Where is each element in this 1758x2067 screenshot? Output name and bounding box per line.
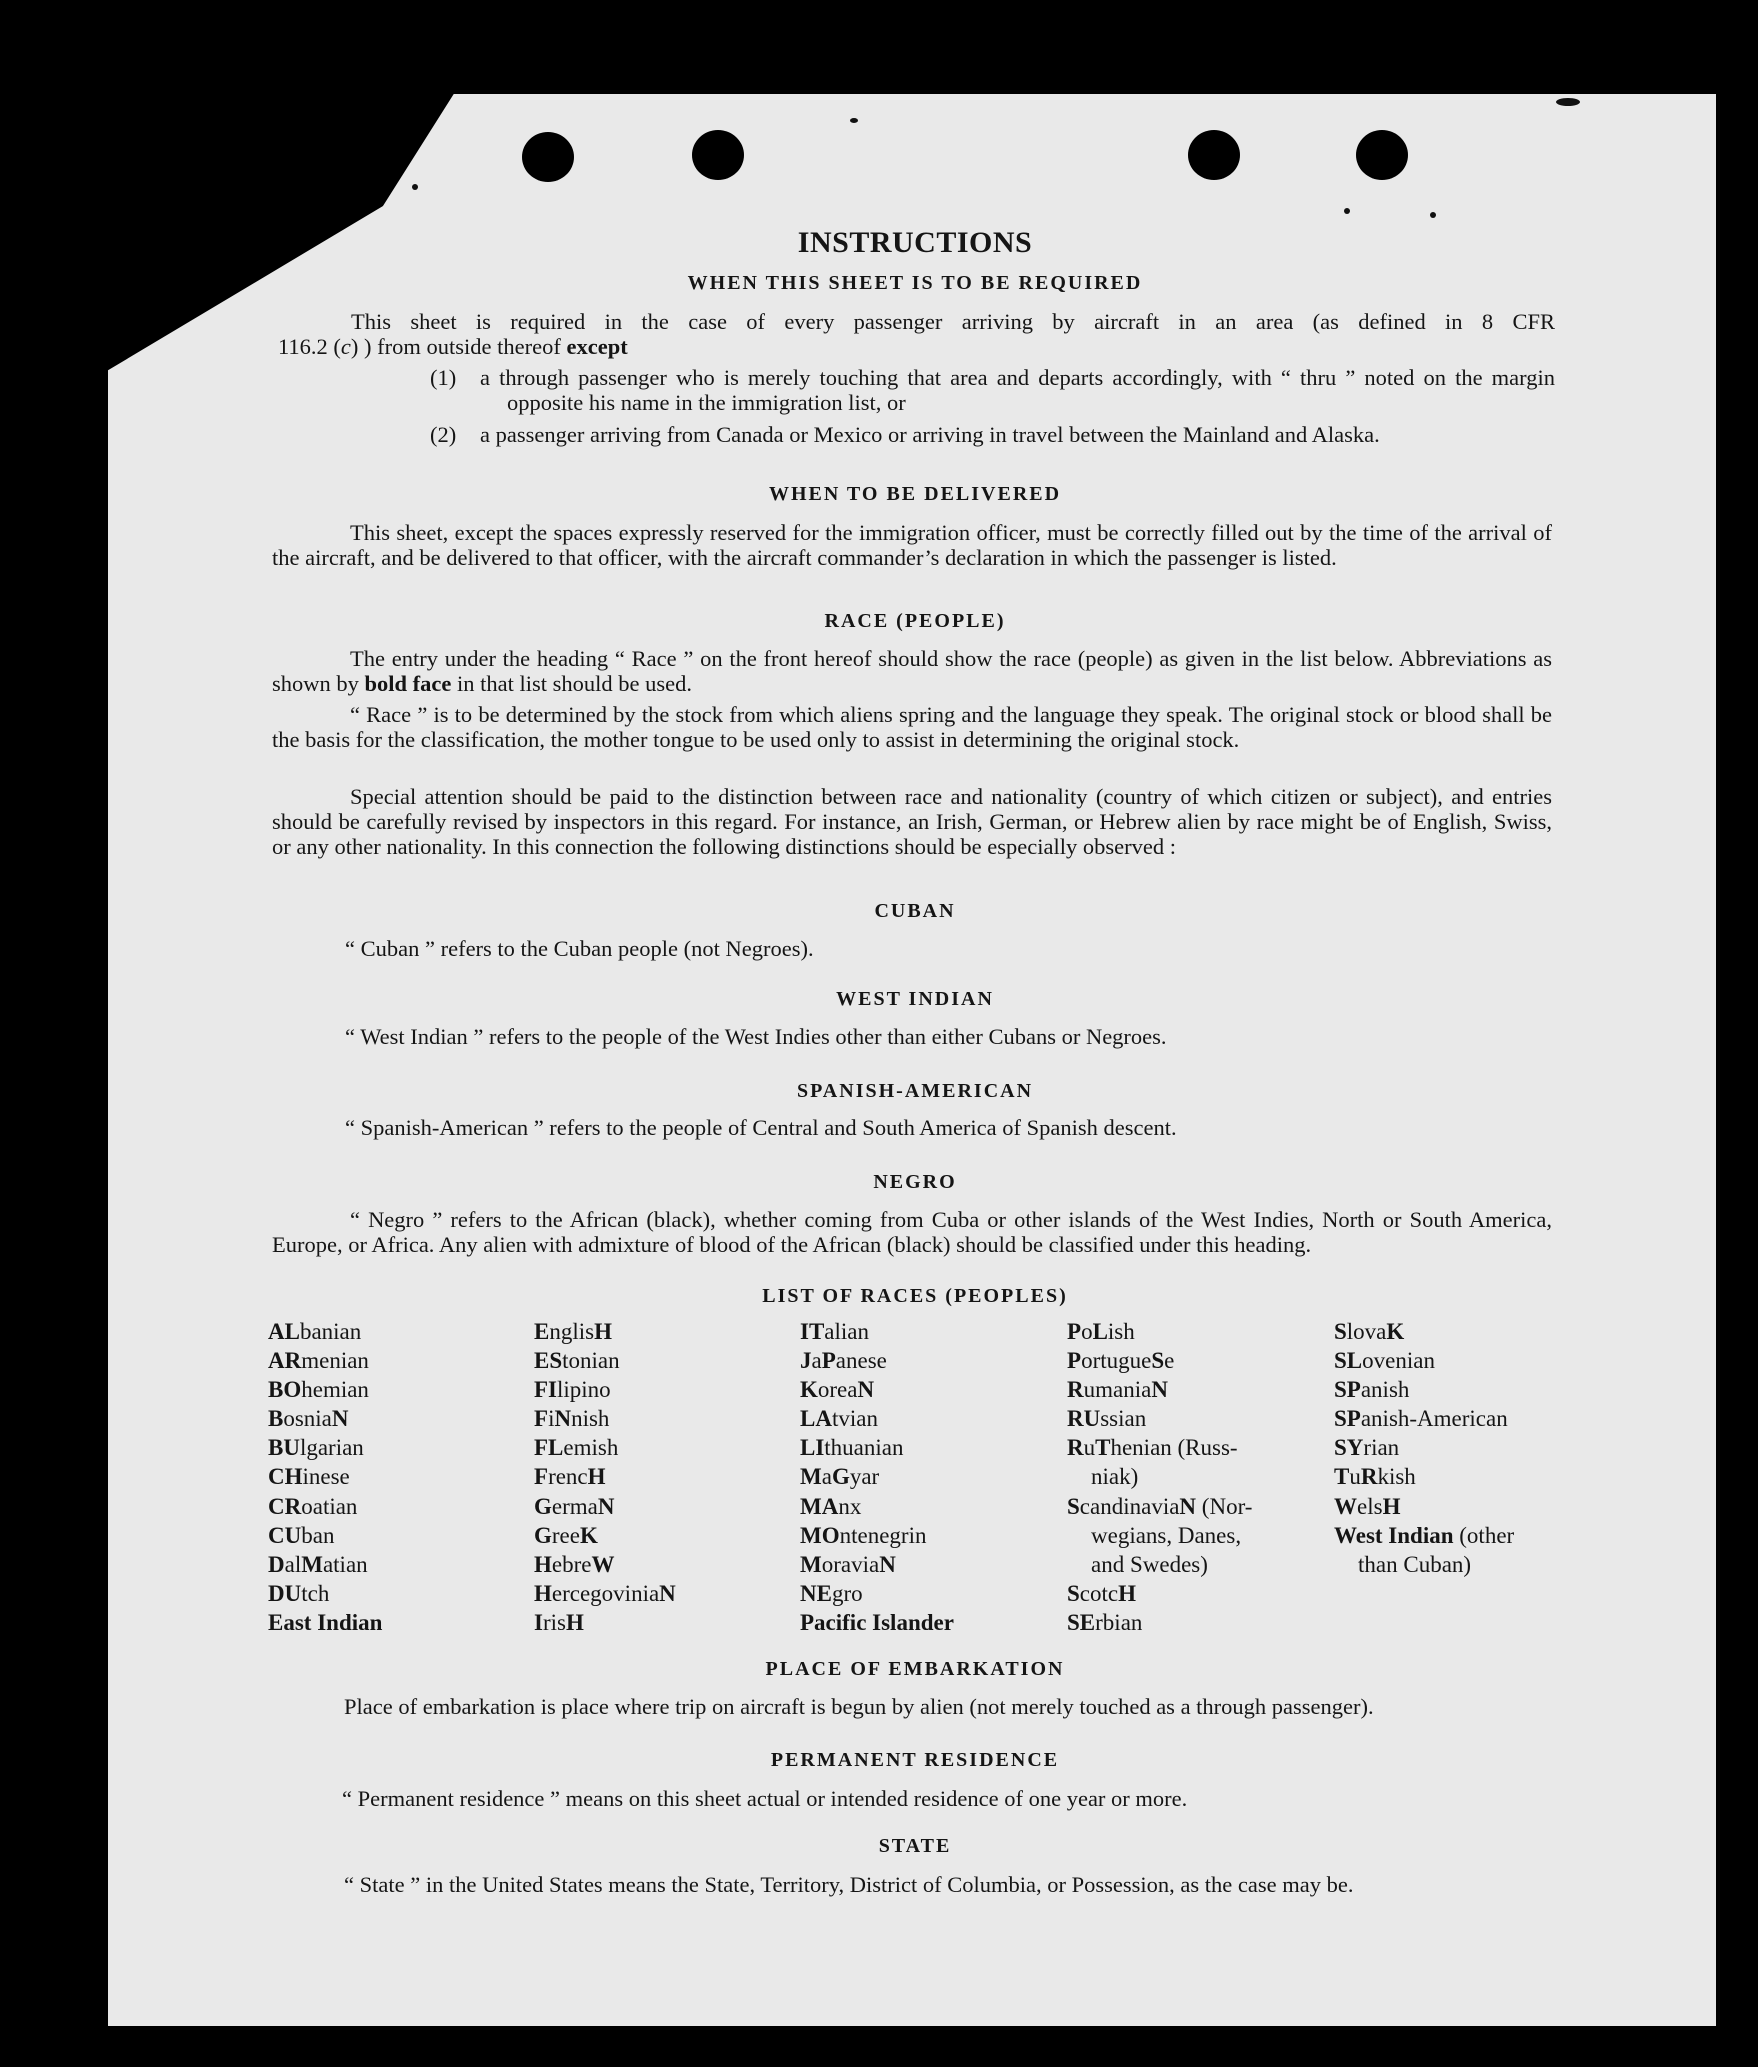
race-entry: BUlgarian: [268, 1435, 364, 1461]
race-entry: MAnx: [800, 1493, 862, 1519]
heading-when-delivered: WHEN TO BE DELIVERED: [768, 483, 1062, 505]
race-entry: EnglisH: [534, 1319, 612, 1344]
race-entry: CRoatian: [268, 1493, 358, 1519]
race-entry: RuThenian (Russ-: [1067, 1435, 1238, 1461]
race-entry: and Swedes): [1091, 1551, 1208, 1577]
cuban-definition: “ Cuban ” refers to the Cuban people (not Negroes).: [345, 936, 814, 961]
race-entry: CUban: [268, 1522, 335, 1548]
race-entry: GreeK: [534, 1522, 598, 1548]
race-entry: MaGyar: [800, 1464, 880, 1490]
race-entry: FLemish: [534, 1435, 619, 1461]
exception-item: (2) a passenger arriving from Canada or Mexico or arriving in travel between the Mainland and Alaska.: [430, 422, 1380, 447]
heading-negro: NEGRO: [873, 1171, 957, 1193]
race-entry: FiNnish: [534, 1406, 610, 1432]
heading-when-required: WHEN THIS SHEET IS TO BE REQUIRED: [687, 272, 1143, 294]
race-entry: IrisH: [534, 1609, 584, 1635]
race-entry: SErbian: [1067, 1609, 1143, 1635]
race-paragraph-3: Special attention should be paid to the distinction between race and nationality (country of which citizen or subject), and entries should be carefully revised by inspectors in this regard. For instance, an Irish, German, or Hebrew alien by race might be of English, Swiss, or any other nationality. In this connection the following distinctions should be especially observed :: [272, 784, 1552, 859]
intro-line-1: This sheet is required in the case of every passenger arriving by aircraft in an area (as defined in 8 CFR: [351, 309, 1555, 334]
race-entry: HercegoviniaN: [534, 1580, 676, 1606]
race-entry: SLovenian: [1334, 1348, 1435, 1374]
race-entry: WelsH: [1334, 1493, 1401, 1519]
race-entry: TuRkish: [1334, 1464, 1416, 1490]
race-entry: MOntenegrin: [800, 1522, 927, 1548]
permanent-residence-definition: “ Permanent residence ” means on this sheet actual or intended residence of one year or more.: [342, 1786, 1188, 1811]
west-indian-definition: “ West Indian ” refers to the people of the West Indies other than either Cubans or Negroes.: [345, 1024, 1167, 1049]
race-entry: GermaN: [534, 1493, 615, 1519]
race-entry: LIthuanian: [800, 1435, 904, 1461]
embarkation-definition: Place of embarkation is place where trip on aircraft is begun by alien (not merely touched as a through passenger).: [344, 1694, 1374, 1719]
race-entry: EStonian: [534, 1348, 620, 1374]
race-entry: LAtvian: [800, 1406, 878, 1432]
race-entry: FIlipino: [534, 1377, 611, 1403]
race-paragraph-2: “ Race ” is to be determined by the stock from which aliens spring and the language they speak. The original stock or blood shall be the basis for the classification, the mother tongue to be used only to assist in determining the original stock.: [272, 702, 1552, 752]
heading-west-indian: WEST INDIAN: [836, 988, 994, 1010]
heading-state: STATE: [878, 1835, 952, 1857]
race-entry: East Indian: [268, 1609, 383, 1635]
race-paragraph-1: The entry under the heading “ Race ” on the front hereof should show the race (people) as given in the list below. Abbreviations as shown by bold face in that list should be used.: [272, 646, 1552, 696]
intro-line-2: 116.2 (c) ) from outside thereof except: [278, 334, 628, 359]
race-entry: DUtch: [268, 1580, 330, 1606]
spanish-american-definition: “ Spanish-American ” refers to the people of Central and South America of Spanish descent.: [345, 1115, 1177, 1140]
race-entry: DalMatian: [268, 1551, 368, 1577]
race-entry: SPanish: [1334, 1377, 1410, 1403]
race-entry: SPanish-American: [1334, 1406, 1508, 1432]
state-definition: “ State ” in the United States means the State, Territory, District of Columbia, or Possession, as the case may be.: [344, 1872, 1354, 1897]
heading-spanish-american: SPANISH-AMERICAN: [796, 1080, 1034, 1102]
page-title: INSTRUCTIONS: [797, 226, 1033, 259]
race-entry: FrencH: [534, 1464, 606, 1490]
races-column: [1334, 1317, 1514, 1579]
exception-item: (1) a through passenger who is merely touching that area and departs accordingly, with “ thru ” noted on the margin opposite his name in the immigration list, or: [430, 365, 1555, 415]
heading-permanent-residence: PERMANENT RESIDENCE: [770, 1749, 1060, 1771]
race-entry: Pacific Islander: [800, 1609, 954, 1635]
race-entry: JaPanese: [800, 1348, 887, 1374]
race-entry: West Indian (other: [1334, 1522, 1515, 1548]
race-entry: MoraviaN: [800, 1551, 896, 1577]
race-entry: CHinese: [268, 1464, 350, 1490]
race-entry: ScotcH: [1067, 1580, 1136, 1606]
race-entry: SlovaK: [1334, 1319, 1405, 1344]
race-entry: BOhemian: [268, 1377, 369, 1403]
race-entry: ARmenian: [268, 1348, 369, 1374]
race-entry: PortugueSe: [1067, 1348, 1175, 1374]
heading-cuban: CUBAN: [874, 900, 956, 922]
races-column: [534, 1317, 676, 1637]
race-entry: ALbanian: [268, 1319, 362, 1344]
race-entry: NEgro: [800, 1580, 863, 1606]
heading-place-of-embarkation: PLACE OF EMBARKATION: [765, 1658, 1065, 1680]
race-entry: HebreW: [534, 1551, 615, 1577]
heading-race: RACE (PEOPLE): [824, 610, 1006, 632]
delivered-paragraph: This sheet, except the spaces expressly reserved for the immigration officer, must be correctly filled out by the time of the arrival of the aircraft, and be delivered to that officer, with the aircraft commander’s declaration in which the passenger is listed.: [272, 520, 1552, 570]
heading-list-of-races: LIST OF RACES (PEOPLES): [762, 1285, 1068, 1307]
races-column: [268, 1317, 382, 1637]
race-entry: than Cuban): [1358, 1551, 1472, 1577]
race-entry: KoreaN: [800, 1377, 875, 1403]
race-entry: BosniaN: [268, 1406, 349, 1432]
race-entry: SYrian: [1334, 1435, 1400, 1461]
race-entry: ScandinaviaN (Nor-: [1067, 1493, 1253, 1519]
race-entry: RUssian: [1067, 1406, 1147, 1432]
race-entry: ITalian: [800, 1319, 869, 1344]
negro-definition: “ Negro ” refers to the African (black), whether coming from Cuba or other islands of the West Indies, North or South America, Europe, or Africa. Any alien with admixture of blood of the African (black) should be classified under this heading.: [272, 1207, 1552, 1257]
race-entry: PoLish: [1067, 1319, 1135, 1344]
race-entry: RumaniaN: [1067, 1377, 1168, 1403]
races-column: [800, 1317, 954, 1637]
races-column: [1067, 1317, 1252, 1637]
race-entry: niak): [1091, 1464, 1139, 1490]
race-entry: wegians, Danes,: [1091, 1522, 1242, 1548]
